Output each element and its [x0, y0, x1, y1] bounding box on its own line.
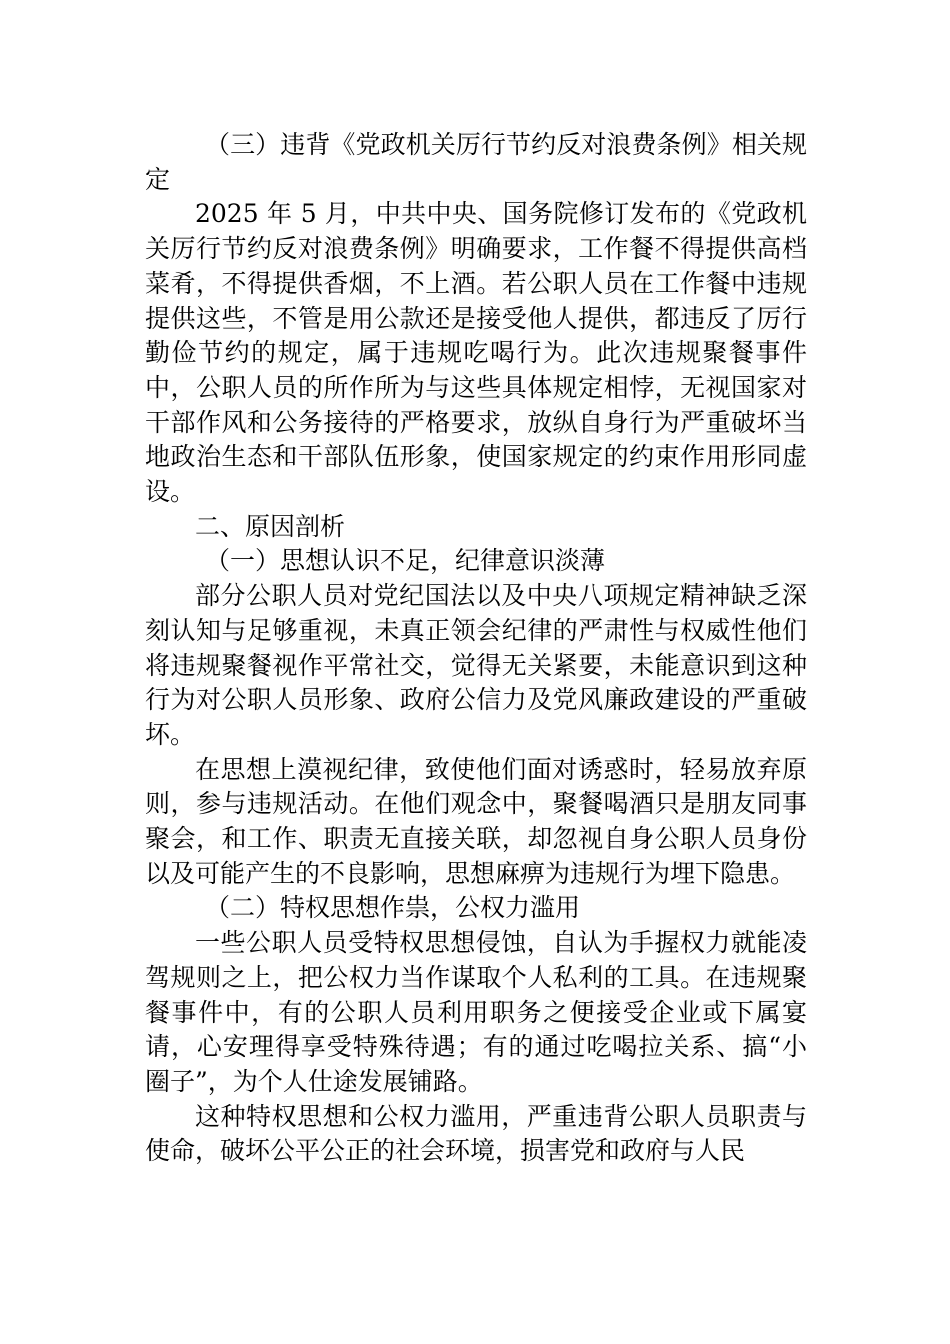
section-heading-2: （二）特权思想作祟，公权力滥用 — [205, 893, 581, 923]
paragraph: 部分公职人员对党纪国法以及中央八项规定精神缺乏深刻认知与足够重视，未真正领会纪律的严肃性与权威性他们将违规聚餐视作平常社交，觉得无关紧要，未能意识到这种行为对公职人员形象、政府公信力及党风廉政建设的严重破坏。 — [145, 581, 807, 749]
paragraph: 一些公职人员受特权思想侵蚀，自认为手握权力就能凌驾规则之上，把公权力当作谋取个人私利的工具。在违规聚餐事件中，有的公职人员利用职务之便接受企业或下属宴请，心安理得享受特殊待遇；有的通过吃喝拉关系、搞“小圈子”，为个人仕途发展铺路。 — [145, 928, 807, 1096]
chapter-heading-2: 二、原因剖析 — [195, 511, 346, 541]
section-heading-1: （一）思想认识不足，纪律意识淡薄 — [205, 546, 606, 576]
paragraph: 在思想上漠视纪律，致使他们面对诱惑时，轻易放弃原则，参与违规活动。在他们观念中，聚餐喝酒只是朋友同事聚会，和工作、职责无直接关联，却忽视自身公职人员身份以及可能产生的不良影响，思想麻痹为违规行为埋下隐患。 — [145, 754, 807, 888]
document-body — [145, 128, 807, 1169]
paragraph: 2025 年 5 月，中共中央、国务院修订发布的《党政机关厉行节约反对浪费条例》明确要求，工作餐不得提供高档菜肴，不得提供香烟，不上酒。若公职人员在工作餐中违规提供这些，不管是用公款还是接受他人提供，都违反了厉行勤俭节约的规定，属于违规吃喝行为。此次违规聚餐事件中，公职人员的所作所为与这些具体规定相悖，无视国家对干部作风和公务接待的严格要求，放纵自身行为严重破坏当地政治生态和干部队伍形象，使国家规定的约束作用形同虚设。 — [145, 199, 807, 507]
section-heading-3: （三）违背《党政机关厉行节约反对浪费条例》相关规定 — [145, 130, 807, 194]
paragraph: 这种特权思想和公权力滥用，严重违背公职人员职责与使命，破坏公平公正的社会环境，损害党和政府与人民 — [145, 1101, 807, 1166]
